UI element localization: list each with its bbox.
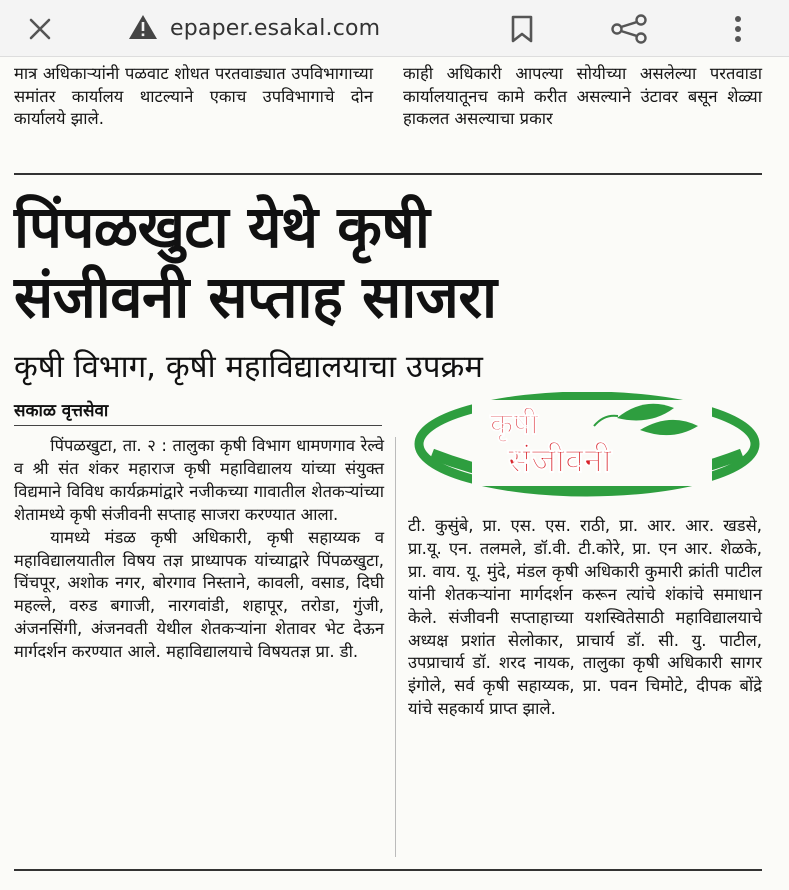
logo-text-line-1: कृषी	[490, 407, 539, 442]
warning-icon[interactable]	[128, 14, 158, 44]
byline-rule	[14, 425, 382, 426]
byline: सकाळ वृत्तसेवा	[14, 401, 109, 421]
column-divider	[395, 437, 396, 857]
article-paragraph: टी. कुसुंबे, प्रा. एस. एस. राठी, प्रा. आर. आर. खडसे, प्रा.यू. एन. तलमले, डॉ.वी. टी.कोरे, प्रा. एन आर. शेळके, प्रा. वाय. यू. मुंदे, मंडल कृषी अधिकारी कुमारी क्रांती पाटील यांनी शेतकऱ्यांना मार्गदर्शन करून त्यांचे शंकांचे समाधान केले. संजीवनी सप्ताहाच्या यशस्वितेसाठी महाविद्यालयाचे अध्यक्ष प्रशांत सेलोकार, प्राचार्य डॉ. सी. यु. पाटील, उपप्राचार्य डॉ. शरद नायक, तालुका कृषी अधिकारी सागर इंगोले, सर्व कृषी सहाय्यक, प्रा. पवन चिमोटे, दीपक बोंद्रे यांचे सहकार्य प्राप्त झाले.	[408, 516, 762, 719]
article-body-right	[408, 515, 762, 721]
browser-toolbar	[0, 0, 789, 57]
more-vert-icon[interactable]	[720, 0, 756, 57]
previous-article-left-text: मात्र अधिकाऱ्यांनी पळवाट शोधत परतवाड्यात उपविभागाच्या समांतर कार्यालय थाटल्याने एकाच उपविभागाचे दोन कार्यालये झाले.	[14, 64, 373, 129]
krushi-sanjivani-logo	[412, 392, 762, 497]
headline-line-2: संजीवनी सप्ताह साजरा	[14, 263, 497, 331]
previous-article-columns	[14, 63, 762, 161]
article-subheadline: कृषी विभाग, कृषी महाविद्यालयाचा उपक्रम	[14, 349, 483, 385]
section-divider-bottom	[14, 869, 762, 871]
section-divider	[14, 173, 762, 175]
bookmark-icon[interactable]	[500, 0, 544, 57]
epaper-page[interactable]	[0, 57, 789, 890]
article-paragraph: यामध्ये मंडळ कृषी अधिकारी, कृषी सहाय्यक व महाविद्यालयातील विषय तज्ञ प्राध्यापक यांच्याद्वारे पिंपळखुटा, चिंचपूर, अशोक नगर, बोरगाव निस्ताने, कावली, वसाड, दिघी महल्ले, वरुड बगाजी, नारगवांडी, शहापूर, तरोडा, गुंजी, अंजनसिंगी, अंजनवती येथील शेतकऱ्यांना शेतावर भेट देऊन मार्गदर्शन करण्यात आले. महाविद्यालयाचे विषयतज्ञ प्रा. डी.	[14, 527, 384, 662]
previous-article-right-text: काही अधिकारी आपल्या सोयीच्या असलेल्या परतवाडा कार्यालयातूनच कामे करीत असल्याने उंटावर बसून शेळ्या हाकलत असल्याचा प्रकार	[403, 64, 762, 129]
headline-line-1: पिंपळखुटा येथे कृषी	[14, 193, 430, 261]
share-icon[interactable]	[605, 0, 653, 57]
address-bar[interactable]	[128, 0, 380, 57]
url-text[interactable]: epaper.esakal.com	[170, 16, 381, 41]
close-icon[interactable]	[18, 0, 62, 57]
article-headline	[14, 192, 774, 332]
article-paragraph: पिंपळखुटा, ता. २ : तालुका कृषी विभाग धामणगाव रेल्वे व श्री संत शंकर महाराज कृषी महाविद्यालय यांच्या संयुक्त विद्यमाने विविध कार्यक्रमांद्वारे नजीकच्या गावातील शेतकऱ्यांच्या शेतामध्ये कृषी संजीवनी सप्ताह साजरा करण्यात आला.	[14, 436, 384, 524]
logo-text-line-2: संजीवनी	[508, 441, 612, 481]
article-body-left	[14, 435, 384, 664]
